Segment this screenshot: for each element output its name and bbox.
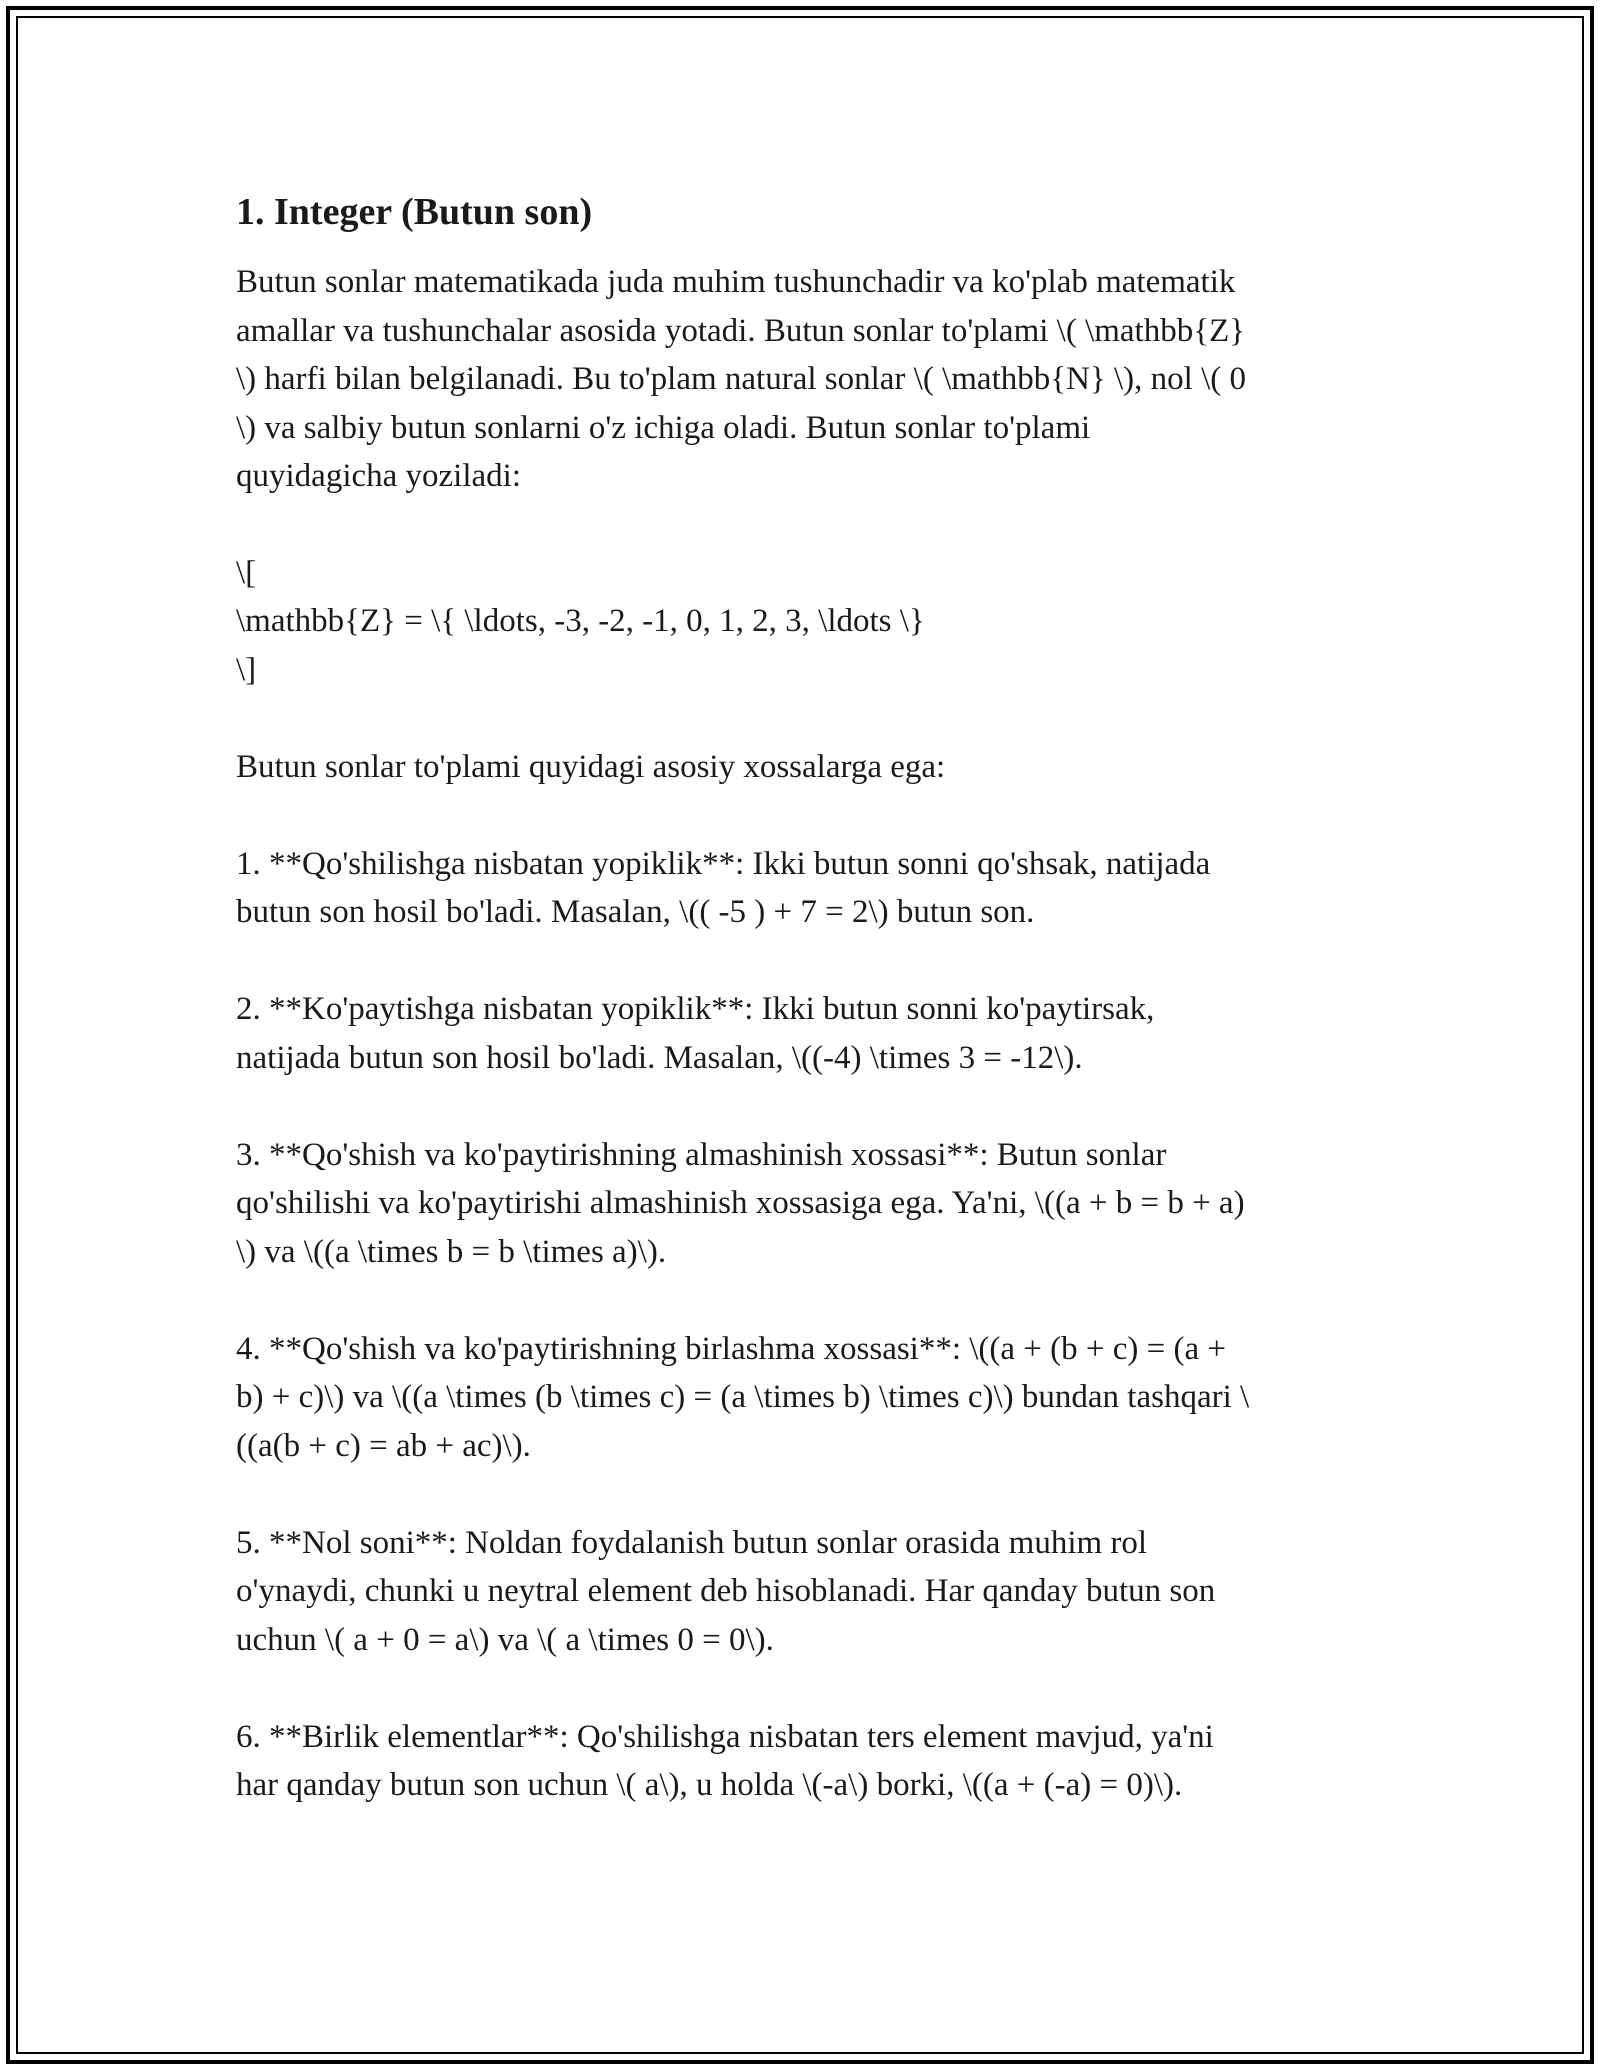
property-item-5: 5. **Nol soni**: Noldan foydalanish butun sonlar orasida muhim rol o'ynaydi, chunki u neytral element deb hisoblanadi. Har qanday butun son uchun \( a + 0 = a\) va \( a \times 0 = 0\). [236, 1524, 1216, 1658]
property-item-2: 2. **Ko'paytishga nisbatan yopiklik**: Ikki butun sonni ko'paytirsak, natijada butun son hosil bo'ladi. Masalan, \((-4) \times 3 = -12\). [236, 991, 1155, 1076]
formula-open: \[ [236, 554, 257, 591]
spacer [236, 937, 1366, 986]
spacer [236, 791, 1366, 840]
spacer [236, 694, 1366, 743]
property-item-1: 1. **Qo'shilishga nisbatan yopiklik**: Ikki butun sonni qo'shsak, natijada butun son hosil bo'ladi. Masalan, \(( -5 ) + 7 = 2\) butun son. [236, 845, 1211, 930]
formula-close: \] [236, 651, 257, 688]
property-item-6: 6. **Birlik elementlar**: Qo'shilishga nisbatan ters element mavjud, ya'ni har qanday butun son uchun \( a\), u holda \(-a\) borki, \((a + (-a) = 0)\). [236, 1718, 1214, 1803]
spacer [236, 1470, 1366, 1519]
spacer [236, 1082, 1366, 1131]
property-item-4: 4. **Qo'shish va ko'paytirishning birlashma xossasi**: \((a + (b + c) = (a + b) + c)\) va \((a \times (b \times c) = (a \times b) \times c)\) bundan tashqari \ ((a(b + c) = ab + ac)\). [236, 1330, 1250, 1464]
intro-paragraph: Butun sonlar matematikada juda muhim tushunchadir va ko'plab matematik amallar va tushunchalar asosida yotadi. Butun sonlar to'plami \( \mathbb{Z} \) harfi bilan belgilanadi. Bu to'plam natural sonlar \( \mathbb{N} \), nol \( 0 \) va salbiy butun sonlarni o'z ichiga oladi. Butun sonlar to'plami quyidagicha yoziladi: [236, 264, 1246, 494]
property-item-3: 3. **Qo'shish va ko'paytirishning almashinish xossasi**: Butun sonlar qo'shilishi va ko'paytirishi almashinish xossasiga ega. Ya'ni, \((a + b = b + a) \) va \((a \times b = b \times a)\). [236, 1136, 1245, 1270]
spacer [236, 1276, 1366, 1325]
section-heading: 1. Integer (Butun son) [236, 191, 593, 233]
spacer [236, 501, 1366, 549]
properties-intro: Butun sonlar to'plami quyidagi asosiy xossalarga ega: [236, 748, 946, 785]
spacer [236, 1664, 1366, 1713]
formula-body: \mathbb{Z} = \{ \ldots, -3, -2, -1, 0, 1, 2, 3, \ldots \} [236, 603, 925, 639]
document-body [236, 188, 1366, 1810]
